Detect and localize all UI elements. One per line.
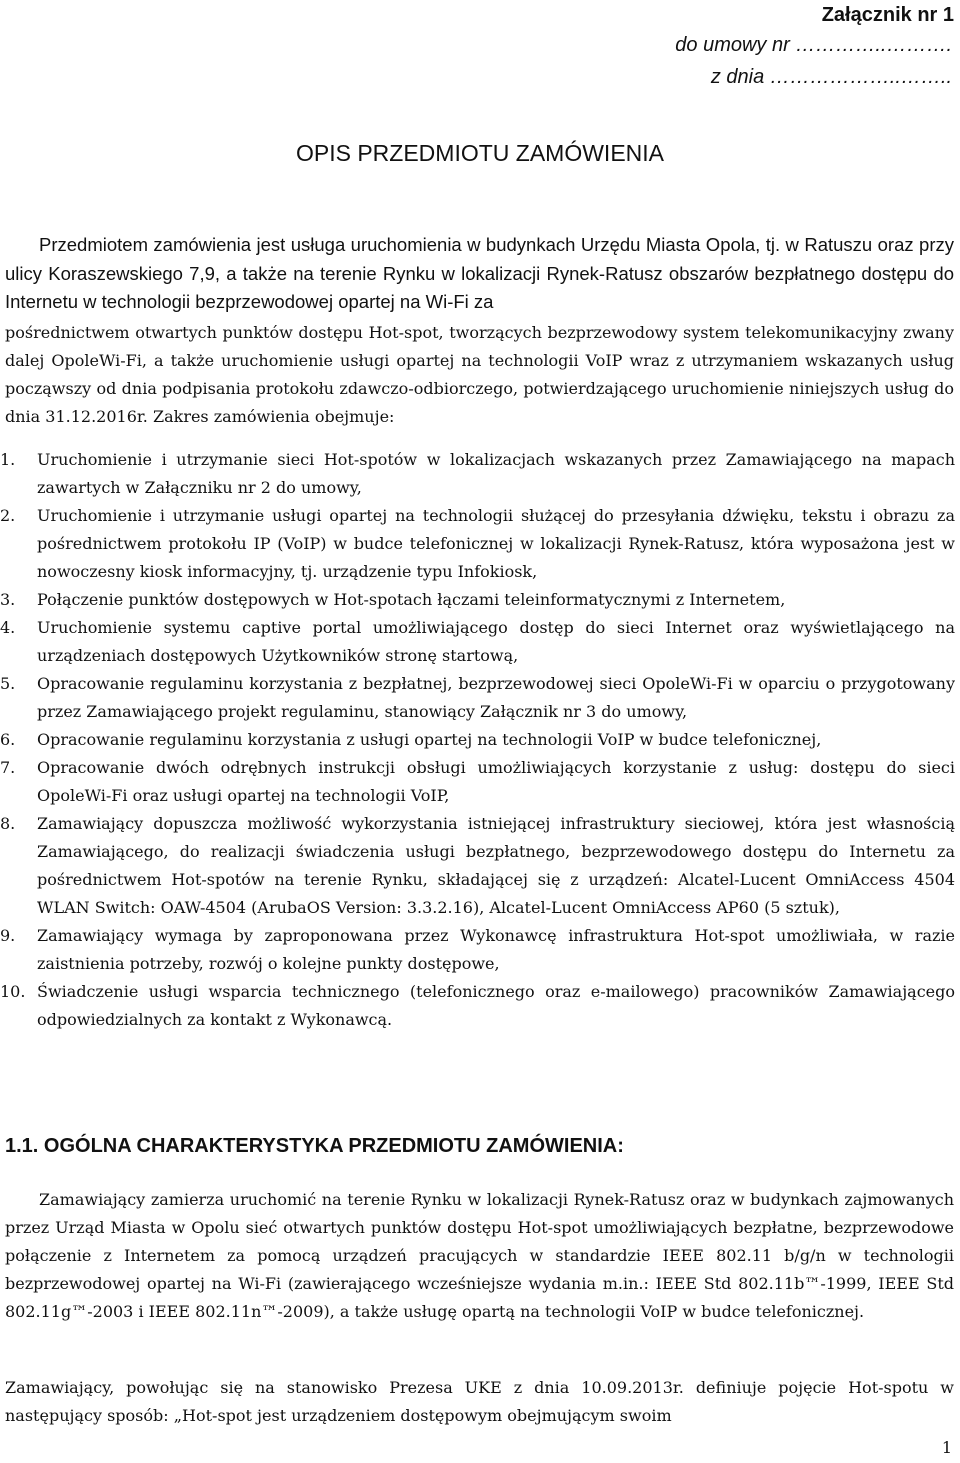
list-item-text: Opracowanie regulaminu korzystania z bezpłatnej, bezprzewodowej sieci OpoleWi-Fi w oparciu o przygotowany przez Zamawiającego projekt regulaminu, stanowiący Załącznik nr 3 do umowy,: [37, 674, 955, 721]
document-title: OPIS PRZEDMIOTU ZAMÓWIENIA: [295, 140, 664, 166]
list-item: [0, 754, 955, 810]
list-item-text: Uruchomienie i utrzymanie usługi opartej na technologii służącej do przesyłania dźwięku, tekstu i obrazu za pośrednictwem protokołu IP (VoIP) w budce telefonicznej w lokalizacji Rynek-Ratusz, która wyposażona jest w nowoczesny kiosk informacyjny, tj. urządzenie typu Infokiosk,: [37, 506, 955, 581]
section-paragraph-2: Zamawiający, powołując się na stanowisko Prezesa UKE z dnia 10.09.2013r. definiuje pojęcie Hot-spotu w następujący sposób: „Hot-spot jest urządzeniem dostępowym obejmującym swoim: [5, 1378, 954, 1425]
scope-list: [0, 446, 955, 1034]
contract-number-line: do umowy nr …………..……….: [675, 34, 952, 56]
list-item: [0, 614, 955, 670]
list-item-number: 7.: [0, 758, 16, 777]
list-item-text: Zamawiający dopuszcza możliwość wykorzystania istniejącej infrastruktury sieciowej, która jest własnością Zamawiającego, do realizacji świadczenia usługi bezpłatnego, bezprzewodowego dostępu do Internetu za pośrednictwem Hot-spotów na terenie Rynku, składającej się z urządzeń: Alcatel-Lucent OmniAccess 4504 WLAN Switch: OAW-4504 (ArubaOS Version: 3.3.2.16), Alcatel-Lucent OmniAccess AP60 (5 sztuk),: [37, 814, 955, 917]
attachment-label: Załącznik nr 1: [821, 4, 954, 26]
intro-paragraph-part1: Przedmiotem zamówienia jest usługa uruchomienia w budynkach Urzędu Miasta Opola, tj. w Ratuszu oraz przy ulicy Koraszewskiego 7,9, a także na terenie Rynku w lokalizacji Rynek-Ratusz obszarów bezpłatnego dostępu do Internetu w technologii bezprzewodowej opartej na Wi-Fi za: [5, 234, 954, 312]
section-paragraph-1: Zamawiający zamierza uruchomić na terenie Rynku w lokalizacji Rynek-Ratusz oraz w budynkach zajmowanych przez Urząd Miasta w Opolu sieć otwartych punktów dostępu Hot-spot umożliwiających bezpłatne, bezprzewodowe połączenie z Internetem za pomocą urządzeń pracujących w standardzie IEEE 802.11 b/g/n w technologii bezprzewodowej opartej na Wi-Fi (zawierającego wcześniejsze wydania m.in.: IEEE Std 802.11b™-1999, IEEE Std 802.11g™-2003 i IEEE 802.11n™-2009), a także usługę opartą na technologii VoIP w budce telefonicznej.: [5, 1190, 954, 1321]
list-item: [0, 446, 955, 502]
list-item-text: Opracowanie dwóch odrębnych instrukcji obsługi umożliwiających korzystanie z usług: dostępu do sieci OpoleWi-Fi oraz usługi opartej na technologii VoIP,: [37, 758, 955, 805]
list-item-number: 3.: [0, 590, 16, 609]
list-item-number: 9.: [0, 926, 16, 945]
list-item: [0, 922, 955, 978]
list-item: [0, 978, 955, 1034]
list-item-text: Opracowanie regulaminu korzystania z usługi opartej na technologii VoIP w budce telefonicznej,: [37, 730, 822, 749]
list-item: [0, 726, 955, 754]
list-item-text: Połączenie punktów dostępowych w Hot-spotach łączami teleinformatycznymi z Internetem,: [37, 590, 786, 609]
list-item-number: 2.: [0, 506, 16, 525]
list-item-number: 4.: [0, 618, 16, 637]
list-item-text: Świadczenie usługi wsparcia technicznego (telefonicznego oraz e-mailowego) pracowników Zamawiającego odpowiedzialnych za kontakt z Wykonawcą.: [37, 982, 955, 1029]
list-item: [0, 502, 955, 586]
list-item-text: Uruchomienie systemu captive portal umożliwiającego dostęp do sieci Internet oraz wyświetlającego na urządzeniach dostępowych Użytkowników stronę startową,: [37, 618, 955, 665]
intro-paragraph-part2: pośrednictwem otwartych punktów dostępu Hot-spot, tworzących bezprzewodowy system telekomunikacyjny zwany dalej OpoleWi-Fi, a także uruchomienie usługi opartej na technologii VoIP wraz z utrzymaniem wskazanych usług począwszy od dnia podpisania protokołu zdawczo-odbiorczego, potwierdzającego uruchomienie niniejszych usług do dnia 31.12.2016r. Zakres zamówienia obejmuje:: [5, 323, 954, 426]
page-number: 1: [941, 1438, 952, 1457]
list-item: [0, 670, 955, 726]
list-item-number: 6.: [0, 730, 16, 749]
list-item-number: 10.: [0, 982, 26, 1001]
section-title: 1.1. OGÓLNA CHARAKTERYSTYKA PRZEDMIOTU ZAMÓWIENIA:: [5, 1135, 624, 1157]
contract-date-line: z dnia ………………..……..: [710, 66, 952, 88]
list-item-text: Zamawiający wymaga by zaproponowana przez Wykonawcę infrastruktura Hot-spot umożliwiała, w razie zaistnienia potrzeby, rozwój o kolejne punkty dostępowe,: [37, 926, 955, 973]
list-item-text: Uruchomienie i utrzymanie sieci Hot-spotów w lokalizacjach wskazanych przez Zamawiającego na mapach zawartych w Załączniku nr 2 do umowy,: [37, 450, 955, 497]
list-item: [0, 586, 955, 614]
list-item-number: 1.: [0, 450, 16, 469]
list-item-number: 8.: [0, 814, 16, 833]
list-item-number: 5.: [0, 674, 16, 693]
list-item: [0, 810, 955, 922]
